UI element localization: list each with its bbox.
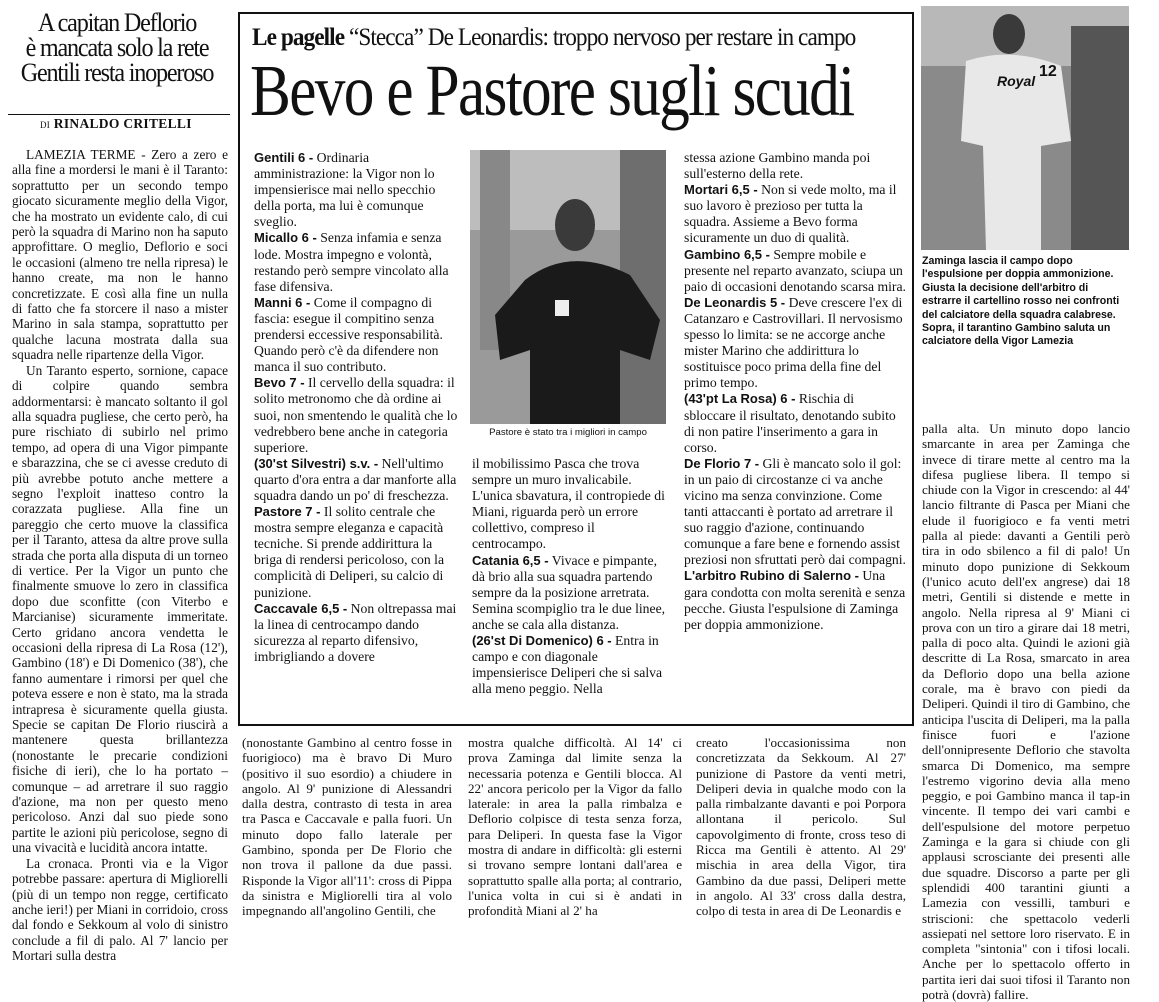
ratings-column-1: [254, 150, 460, 722]
rating-entry: [254, 150, 460, 230]
chronicle-column-2: mostra qualche difficoltà. Al 14' ci prova Zaminga dal limite senza la necessaria potenza e Gentili blocca. Al 22' ancora pericolo per la Vigor da fallo laterale: in area la palla rimbalza e Deflorio colpisce di testa senza forza, para Deliperi. In questa fase la Vigor mostra di andare in difficoltà: gli esterni si trovano sempre lontani dall'area e soprattutto spalle alla porta; al contrario, l'unica volta in cui si è andati in profondità Miani al 2' ha: [468, 735, 682, 919]
byline: [40, 116, 192, 132]
rating-continuation: il mobilissimo Pasca che trova sempre un muro invalicabile. L'unica sbavatura, il contropiede di Miani, riguarda però un errore collettivo, compreso il centrocampo.: [472, 456, 665, 552]
feature-headline: Bevo e Pastore sugli scudi: [250, 50, 854, 131]
photo-caption: Pastore è stato tra i migliori in campo: [489, 427, 647, 438]
rating-entry: [684, 456, 906, 569]
rating-comment: Senza infamia e senza lode. Mostra impegno e volontà, restando però sempre vincolato alla fase difensiva.: [254, 230, 449, 294]
rating-entry: [254, 456, 460, 504]
rating-entry: [684, 295, 906, 392]
byline-prefix: di: [40, 116, 51, 131]
rating-comment: Rischia di sbloccare il risultato, denotando subito di non patire l'inserimento a gara in corso.: [684, 391, 896, 455]
sidebar-headline-line: è mancata solo la rete: [25, 33, 209, 62]
rating-entry: [472, 553, 672, 633]
article-paragraph: LAMEZIA TERME - Zero a zero e alla fine a mordersi le mani è il Taranto: soprattutto per un secondo tempo giocato sicuramente meglio della Vigor, che ha mostrato un evidente calo, di cui però la squadra di Marino non ha saputo approfittare. O meglio, Deflorio e soci le occasioni (almeno tre nella ripresa) le hanno create, ma non le hanno concretizzate. E così alla fine un nulla di fatto che fa storcere il naso a mister Marino in sala stampa, soprattutto per qualche lacuna mostrata dalla sua squadra nelle ripartenze della Vigor.: [12, 147, 228, 363]
rating-comment: Non si vede molto, ma il suo lavoro è prezioso per tutta la squadra. Assieme a Bevo forma sicuramente un duo di qualità.: [684, 182, 897, 246]
player-rating: Catania 6,5 -: [472, 552, 549, 568]
pastore-photo: [470, 150, 666, 424]
player-rating: (30'st Silvestri) s.v. -: [254, 455, 379, 471]
right-photo-caption: Zaminga lascia il campo dopo l'espulsione per doppia ammonizione. Giusta la decisione dell'arbitro di estrarre il cartellino rosso nei confronti del calciatore della squadra calabrese. Sopra, il tarantino Gambino saluta un calciatore della Vigor Lamezia: [922, 255, 1120, 348]
player-rating: Manni 6 -: [254, 294, 311, 310]
kicker-label: Le pagelle: [252, 24, 345, 51]
rating-entry: [254, 601, 460, 665]
player-rating: Micallo 6 -: [254, 230, 317, 246]
player-rating: Gentili 6 -: [254, 150, 314, 165]
player-photo-graphic: [470, 150, 666, 424]
chronicle-column-1: (nonostante Gambino al centro fosse in fuorigioco) ma è bravo Di Muro (positivo il suo esordio) a chiudere in angolo. Al 9' punizione di Alessandri dalla destra, contrasto di testa in area tra Pasca e Caccavale e palla fuori. Un minuto dopo fallo laterale per Gambino, sponda per De Florio che non trova il pallone da due passi. Risponde la Vigor all'11': cross di Pippa da sinistra e Migliorelli tira al volo impegnando all'angolino Gentili, che: [242, 735, 452, 919]
player-rating: (26'st Di Domenico) 6 -: [472, 633, 612, 649]
rating-comment: Non oltrepassa mai la linea di centrocampo dando sicurezza al reparto difensivo, imbrigliando a dovere: [254, 600, 457, 664]
rating-continuation: stessa azione Gambino manda poi sull'esterno della rete.: [684, 150, 871, 182]
player-rating: De Leonardis 5 -: [684, 294, 786, 310]
jersey-brand: Royal: [997, 73, 1036, 89]
chronicle-column-3: creato l'occasionissima non concretizzata da Sekkoum. Al 27' punizione di Pastore da venti metri, Deliperi devia in qualche modo con la palla rimbalzante davanti e poi Porpora allontana il pericolo. Sul capovolgimento di fronte, cross teso di Ricca ma Gentili è attento. Al 29' mischia in area della Vigor, tira Gambino da due passi, Deliperi mette in angolo. Al 33' cross dalla destra, colpo di testa in area di De Leonardis e: [696, 735, 906, 919]
rating-entry: [684, 391, 906, 455]
rating-entry: [254, 230, 460, 294]
sidebar-headline: [14, 10, 220, 85]
rating-comment: Nell'ultimo quarto d'ora entra a dar manforte alla squadra dando un po' di freschezza.: [254, 455, 457, 503]
rating-comment: Ordinaria amministrazione: la Vigor non lo impensierisce mai nello specchio della porta, ma lui è comunque sveglio.: [254, 150, 436, 230]
player-rating: De Florio 7 -: [684, 455, 760, 471]
rating-comment: Vivace e pimpante, dà brio alla sua squadra partendo sempre da la posizione arretrata. Semina scompiglio tra le due linee, anche se cala alla distanza.: [472, 552, 666, 632]
byline-author: RINALDO CRITELLI: [53, 116, 192, 131]
sidebar-headline-line: Gentili resta inoperoso: [20, 58, 214, 87]
rating-entry: [684, 568, 906, 632]
rating-comment: Una gara condotta con molta serenità e senza pecche. Giusta l'espulsione di Zaminga per doppia ammonizione.: [684, 568, 906, 632]
player-rating: Caccavale 6,5 -: [254, 600, 348, 616]
rating-comment: Entra in campo e con diagonale impensierisce Deliperi che si salva alla meno peggio. Nella: [472, 633, 663, 697]
player-rating: Pastore 7 -: [254, 504, 321, 520]
rating-entry: [254, 295, 460, 375]
rating-entry: [472, 633, 672, 697]
ratings-column-2: [472, 456, 672, 722]
player-rating: Bevo 7 -: [254, 375, 305, 391]
ratings-column-3: [684, 150, 906, 722]
rating-entry: [254, 504, 460, 601]
player-rating: Gambino 6,5 -: [684, 246, 770, 262]
feature-kicker: [252, 24, 857, 52]
chronicle-column-4: palla alta. Un minuto dopo lancio smarcante in area per Zaminga che invece di tirare mette al centro ma la difesa pugliese libera. Il tempo si chiude con la Vigor in crescendo: al 44' lancio filtrante di Pasca per Miani che elude il fuorigioco e fa venti metri palla al piede: davanti a Gentili però tira in odo sbilenco a fil di palo! Un minuto dopo punizione di Sekkoum (l'unico acuto dell'ex angrese) dai 18 metri, Gentili si distende e mette in angolo. Nella ripresa al 9' Miani ci prova con un tiro a girare dai 18 metri, palla di poco alta. Quindi le azioni già descritte di La Rosa, smarcato in area da Deflorio dopo una bella azione corale, ma è bravo con piedi da Deliperi. Quindi il tiro di Gambino, che anticipa l'uscita di Deliperi, ma la palla finisce fuori e l'azione dell'onnipresente Deflorio che stavolta smarca Di Domenico, ma sempre l'estremo vigorino devia alla meno peggio, e poi Gambino manca il tap-in vincente. Il tempo dei vari cambi e dell'espulsione del motore perpetuo Zaminga e la gara si chiude con gli applausi scrosciante dei presenti alle due squadre. Discorso a parte per gli splendidi 400 tarantini giunti a Lamezia con vessilli, tamburi e striscioni: che spettacolo vederli assiepati nel settore loro riservato. E in completa "sintonia" con i tifosi locali. Anche per lo spettacolo offerto in partita ieri dai suoi tifosi il Taranto non potrà (dovrà) fallire.: [922, 421, 1131, 1002]
player-photo-graphic: [921, 6, 1129, 250]
sidebar-headline-line: A capitan Deflorio: [37, 8, 197, 37]
rating-entry: [684, 247, 906, 295]
kicker-text: “Stecca” De Leonardis: troppo nervoso per restare in campo: [348, 24, 856, 51]
rating-comment: Il solito centrale che mostra sempre eleganza e capacità tecniche. Si prende addirittura la briga di rendersi pericoloso, con la complicità di Deliperi, su calcio di punizione.: [254, 504, 445, 600]
rating-comment: Gli è mancato solo il gol: in un paio di circostanze ci va anche vicino ma senza convinzione. Come tanti attaccanti è portato ad arretrare il suo raggio d'azione, continuando comunque a fare bene e fornendo assist preziosi non sfruttati però dai compagni.: [684, 455, 906, 568]
player-rating: Mortari 6,5 -: [684, 182, 758, 198]
rating-comment: Il cervello della squadra: il solito metronomo che dà ordine ai suoi, non smentendo le qualità che lo vedrebbero bene anche in categoria superiore.: [254, 375, 458, 455]
article-paragraph: La cronaca. Pronti via e la Vigor potrebbe passare: apertura di Migliorelli (più di un tempo non regge, certificato anche ieri!) per Miani in corridoio, cross dal fondo e Sekkoum al volo di sinistro conclude a fil di palo. Al 7' lancio per Mortari sulla destra: [12, 855, 228, 964]
player-rating: (43'pt La Rosa) 6 -: [684, 391, 796, 407]
jersey-number: 12: [1039, 63, 1057, 80]
sidebar-article: [12, 147, 229, 964]
rating-comment: Deve crescere l'ex di Catanzaro e Castrovillari. Il nervosismo spesso lo limita: se ne accorge anche mister Marino che addirittura lo sostituisce poco prima della fine del primo tempo.: [684, 294, 903, 391]
zaminga-photo: [921, 6, 1129, 250]
article-paragraph: Un Taranto esperto, sornione, capace di colpire quando sembra addormentarsi: è mancato soltanto il gol alla squadra pugliese, che certo però, ha pure rischiato di subirlo nel primo tempo, ad opera di una Vigor pimpante e sbarazzina, che se ci avesse creduto di più avrebbe potuto anche mettere a segno l'exploit inatteso contro la corazzata pugliese. Alla fine un pareggio che certo muove la classifica per il Taranto, attesa da altre prove sulla strada che porta alla disputa di un torneo di vertice. Per la Vigor un punto che finalmente smuove lo zero in classifica dopo due sconfitte (con Viterbo e Marcianise) sicuramente immeritate. Certo gridano ancora vendetta le occasioni della ripresa di La Rosa (12'), Gambino (18') e Di Domenico (38'), che fanno aumentare i rimorsi per quel che poteva essere e non è stato, ma la strada intrapresa è sicuramente quella giusta. Specie se capitan De Florio riuscirà a mantenere questa brillantezza (nonostante le precarie condizioni fisiche di ieri), che lo ha portato – comunque – ad arretrare il suo raggio d'azione, ma non per questo meno pericoloso. Anzi dal suo piede sono partite le azioni più pericolose, segno di una vivacità e lucidità ancora intatte.: [12, 362, 229, 856]
rating-comment: Sempre mobile e presente nel reparto avanzato, sciupa un paio di occasioni denotando scarsa mira.: [684, 246, 906, 294]
rating-entry: [684, 182, 906, 246]
rating-comment: Come il compagno di fascia: esegue il compitino senza prendersi eccessive responsabilità. Quando però c'è da difendere non manca il suo contributo.: [254, 294, 443, 375]
player-rating: L'arbitro Rubino di Salerno -: [684, 568, 859, 584]
byline-rule: [8, 114, 230, 115]
rating-entry: [254, 375, 460, 455]
